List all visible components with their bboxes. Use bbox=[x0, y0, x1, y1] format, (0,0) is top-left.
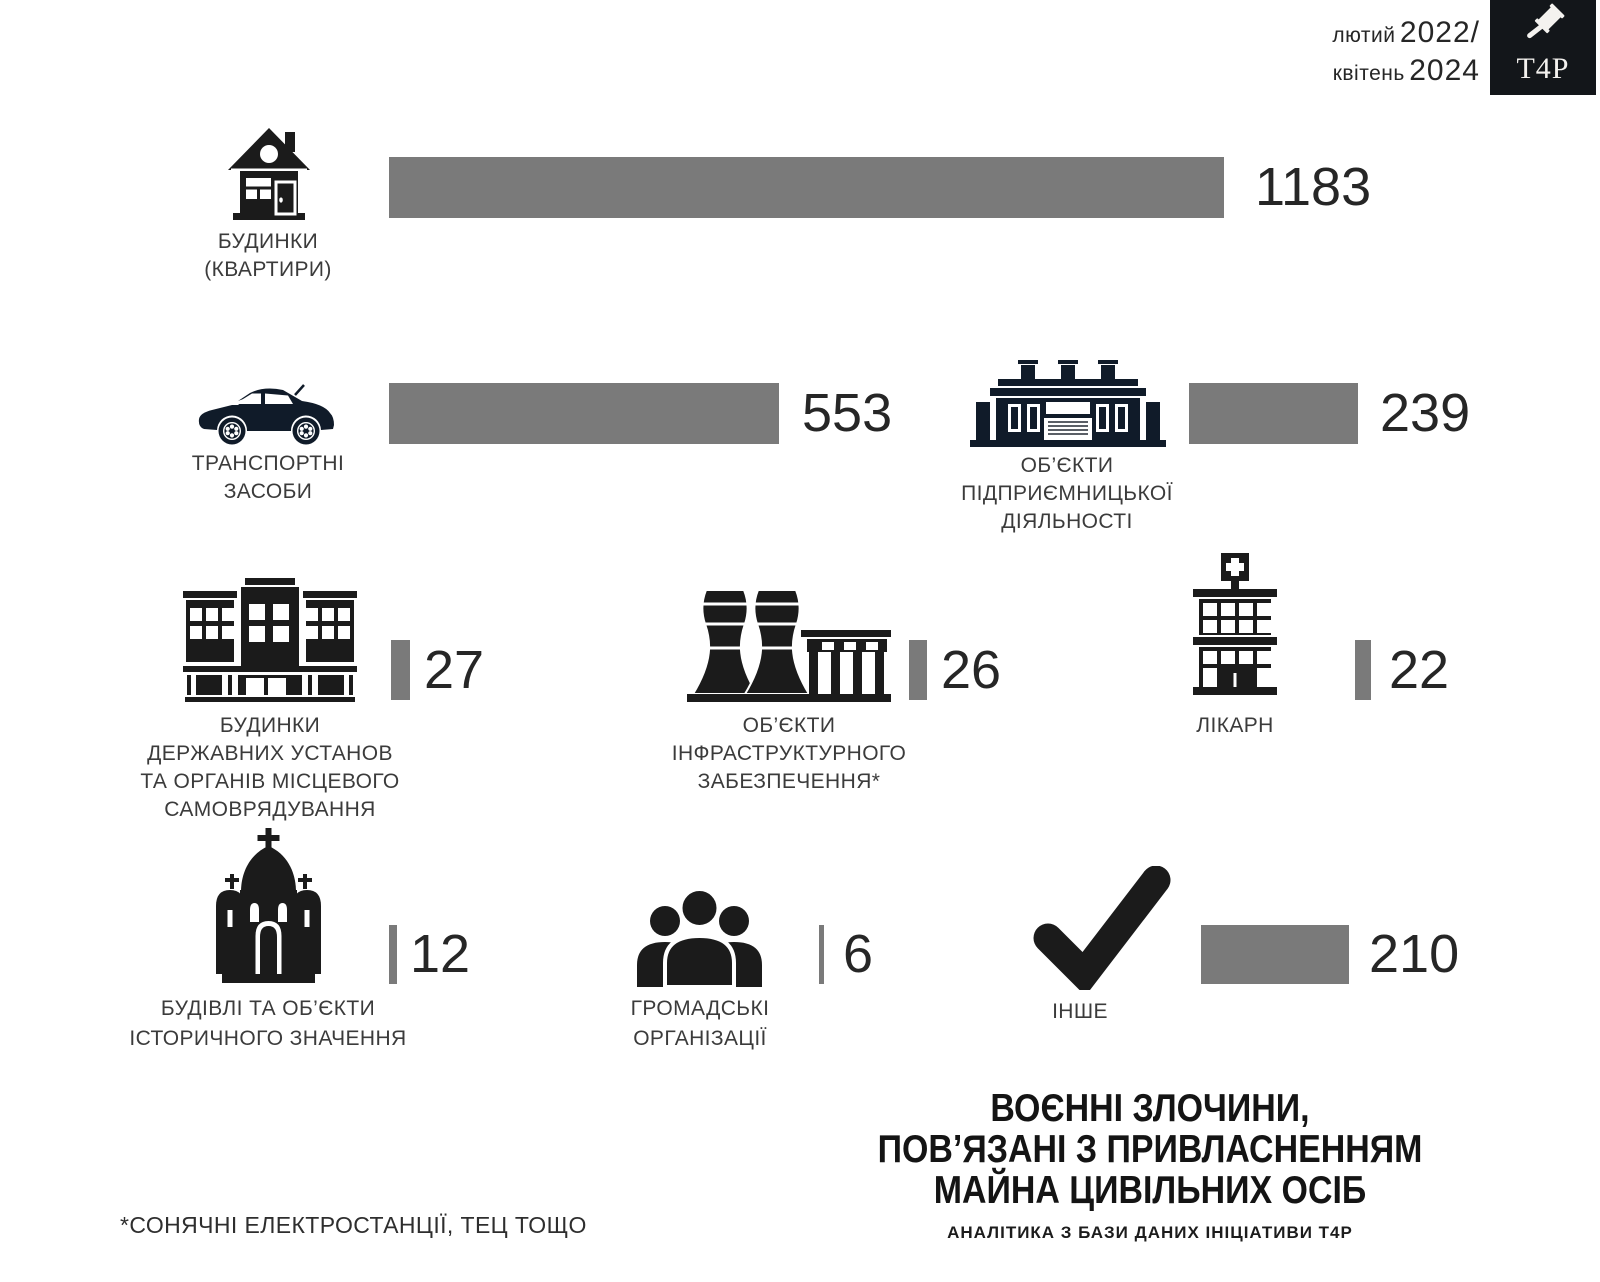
value-vehicles: 553 bbox=[802, 383, 893, 443]
gavel-icon bbox=[1517, 0, 1569, 50]
value-infrastructure: 26 bbox=[941, 640, 1002, 700]
government-building-icon bbox=[183, 578, 357, 702]
category-label-ngo: ГРОМАДСЬКІ ОРГАНІЗАЦІЇ bbox=[630, 997, 770, 1050]
checkmark-icon bbox=[1032, 866, 1172, 990]
house-icon bbox=[228, 124, 310, 222]
value-historic: 12 bbox=[410, 924, 471, 984]
bar-vehicles bbox=[389, 383, 779, 444]
report-period bbox=[1180, 16, 1480, 92]
category-label-infrastructure: ОБ’ЄКТИ ІНФРАСТРУКТУРНОГО ЗАБЕЗПЕЧЕННЯ* bbox=[671, 714, 907, 793]
car-icon bbox=[198, 383, 338, 447]
bar-government bbox=[391, 640, 410, 700]
bar-hospitals bbox=[1355, 640, 1371, 700]
people-group-icon bbox=[627, 885, 772, 987]
category-label-historic: БУДІВЛІ ТА ОБ’ЄКТИ ІСТОРИЧНОГО ЗНАЧЕННЯ bbox=[129, 997, 407, 1050]
bar-other bbox=[1201, 925, 1349, 984]
bar-business bbox=[1189, 383, 1358, 444]
category-label-other: ІНШЕ bbox=[1052, 1000, 1108, 1023]
chart-title: ВОЄННІ ЗЛОЧИНИ, ПОВ’ЯЗАНІ З ПРИВЛАСНЕННЯМ МАЙНА ЦИВІЛЬНИХ ОСІБ bbox=[877, 1087, 1423, 1212]
t4p-logo bbox=[1490, 0, 1596, 95]
bar-infrastructure bbox=[909, 640, 927, 700]
church-icon bbox=[212, 826, 325, 987]
t4p-logo-text: T4P bbox=[1516, 52, 1570, 85]
period-line-2: квітень 2024 bbox=[1332, 54, 1480, 87]
bar-historic bbox=[389, 925, 397, 984]
power-plant-icon bbox=[685, 586, 893, 702]
category-label-government: БУДИНКИ ДЕРЖАВНИХ УСТАНОВ ТА ОРГАНІВ МІСЦЕВОГО САМОВРЯДУВАННЯ bbox=[140, 714, 400, 821]
value-business: 239 bbox=[1380, 383, 1471, 443]
hospital-icon bbox=[1187, 553, 1283, 702]
footnote: *СОНЯЧНІ ЕЛЕКТРОСТАНЦІЇ, ТЕЦ ТОЩО bbox=[120, 1212, 587, 1238]
bar-houses bbox=[389, 157, 1224, 218]
factory-icon bbox=[968, 358, 1168, 448]
period-line-1: лютий 2022/ bbox=[1332, 16, 1480, 49]
category-label-hospitals: ЛІКАРН bbox=[1196, 714, 1274, 737]
category-label-houses: БУДИНКИ (КВАРТИРИ) bbox=[204, 230, 332, 281]
value-government: 27 bbox=[424, 640, 485, 700]
category-label-vehicles: ТРАНСПОРТНІ ЗАСОБИ bbox=[191, 452, 345, 503]
chart-subtitle: АНАЛІТИКА З БАЗИ ДАНИХ ІНІЦІАТИВИ Т4Р bbox=[947, 1223, 1353, 1242]
chart-title-block bbox=[790, 1088, 1510, 1243]
value-other: 210 bbox=[1369, 924, 1460, 984]
bar-ngo bbox=[819, 925, 824, 984]
value-ngo: 6 bbox=[843, 924, 874, 984]
category-label-business: ОБ’ЄКТИ ПІДПРИЄМНИЦЬКОЇ ДІЯЛЬНОСТІ bbox=[961, 454, 1173, 533]
value-houses: 1183 bbox=[1255, 157, 1372, 217]
value-hospitals: 22 bbox=[1389, 640, 1450, 700]
